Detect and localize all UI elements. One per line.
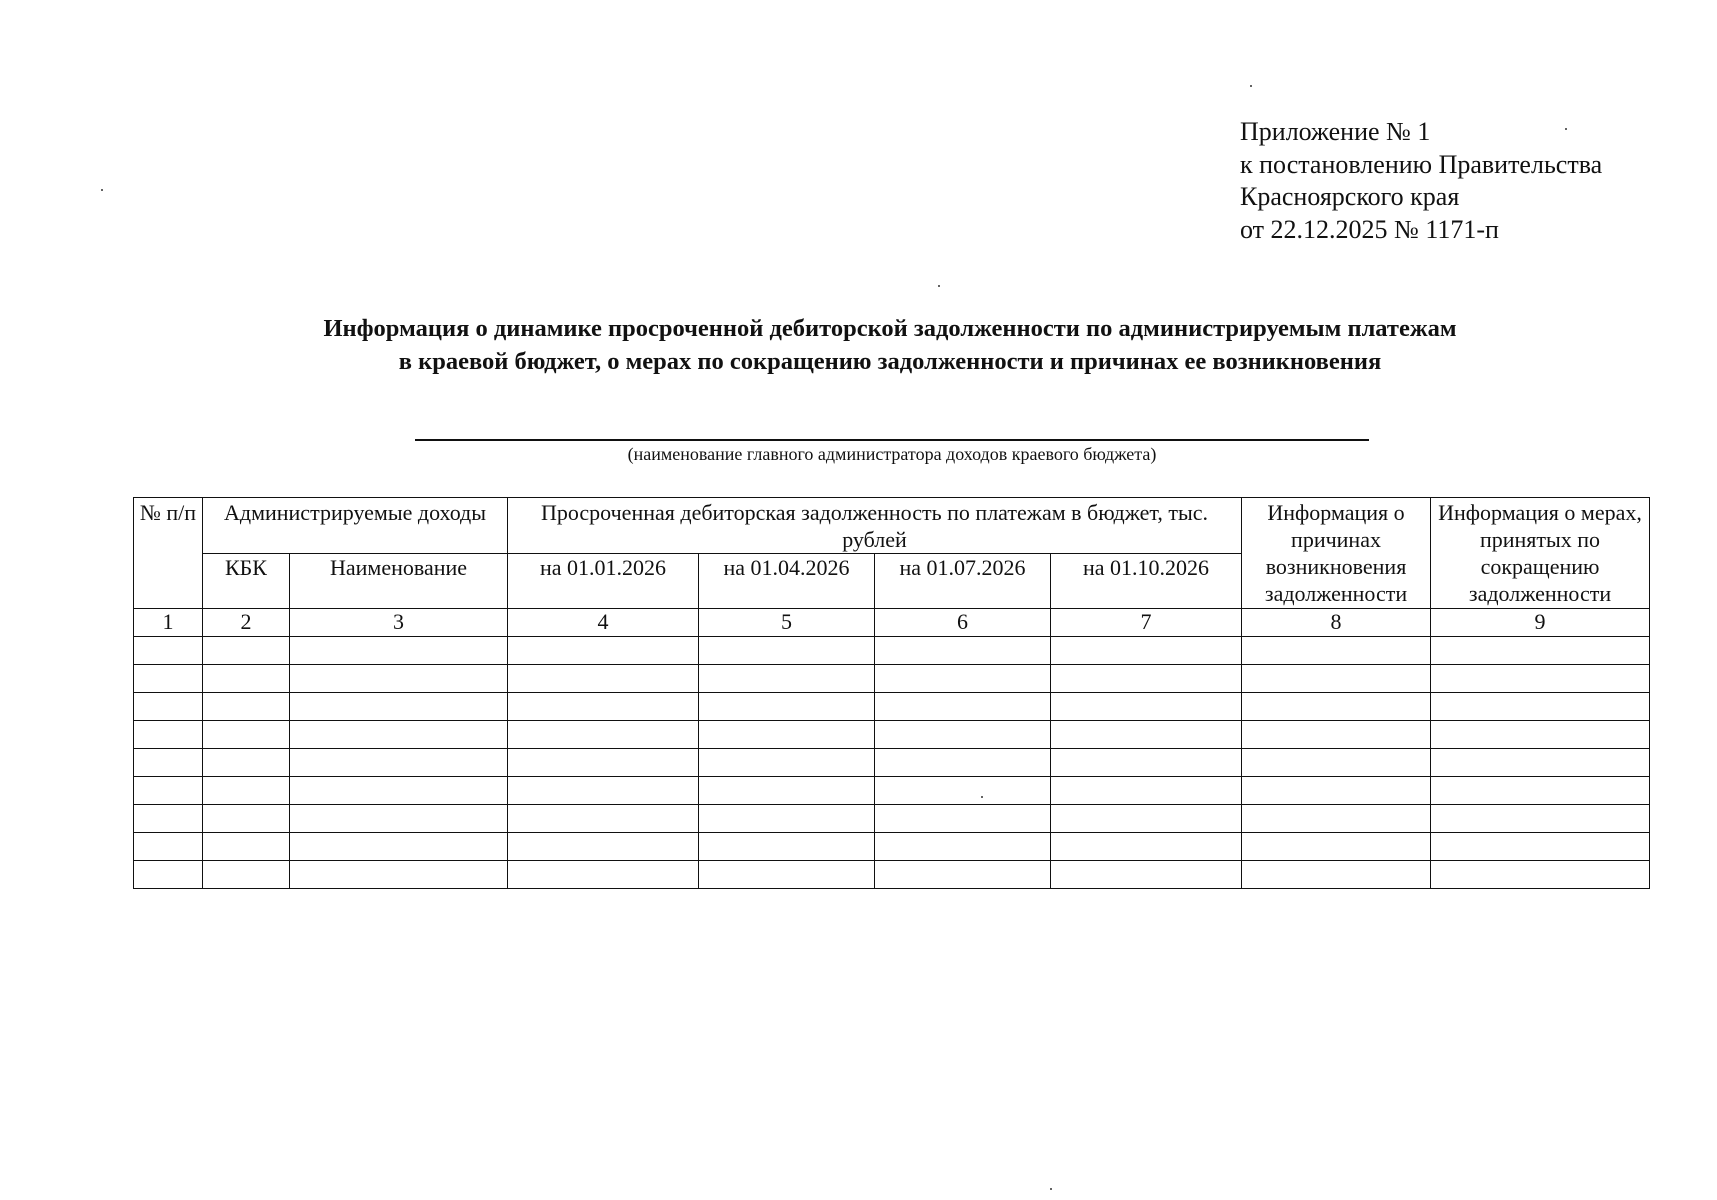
table-cell xyxy=(875,749,1051,777)
header-reasons: Информация о причинах возникновения задолженности xyxy=(1242,498,1431,609)
table-cell xyxy=(1431,833,1650,861)
column-number: 8 xyxy=(1242,609,1431,637)
header-debt: Просроченная дебиторская задолженность по платежам в бюджет, тыс. рублей xyxy=(508,498,1242,554)
header-income: Администрируемые доходы xyxy=(203,498,508,554)
table-cell xyxy=(1051,665,1242,693)
header-date-4: на 01.10.2026 xyxy=(1051,554,1242,609)
table-row xyxy=(134,693,1650,721)
table-cell xyxy=(699,693,875,721)
table-cell xyxy=(1431,665,1650,693)
table-cell xyxy=(290,693,508,721)
table-cell xyxy=(699,721,875,749)
table-cell xyxy=(508,861,699,889)
table-cell xyxy=(875,777,1051,805)
table-cell xyxy=(875,665,1051,693)
column-number: 9 xyxy=(1431,609,1650,637)
table-cell xyxy=(875,861,1051,889)
table-row xyxy=(134,665,1650,693)
table-cell xyxy=(875,637,1051,665)
table-cell xyxy=(1431,749,1650,777)
table-cell xyxy=(290,665,508,693)
table-cell xyxy=(1242,861,1431,889)
table-cell xyxy=(508,721,699,749)
table-cell xyxy=(1051,637,1242,665)
debt-table xyxy=(133,497,1650,889)
table-cell xyxy=(1431,693,1650,721)
table-cell xyxy=(508,777,699,805)
table-cell xyxy=(508,637,699,665)
table-cell xyxy=(290,637,508,665)
table-cell xyxy=(203,693,290,721)
table-cell xyxy=(203,749,290,777)
table-cell xyxy=(1431,805,1650,833)
column-number-row xyxy=(134,609,1650,637)
column-number: 7 xyxy=(1051,609,1242,637)
scan-speck xyxy=(1565,128,1567,130)
table-cell xyxy=(1242,693,1431,721)
column-number: 3 xyxy=(290,609,508,637)
column-number: 1 xyxy=(134,609,203,637)
table-cell xyxy=(1242,749,1431,777)
table-cell xyxy=(508,665,699,693)
table-cell xyxy=(134,637,203,665)
table-cell xyxy=(290,833,508,861)
scan-speck xyxy=(981,796,983,798)
table-cell xyxy=(134,777,203,805)
scan-speck xyxy=(101,189,103,191)
table-cell xyxy=(1431,861,1650,889)
administrator-name-line xyxy=(415,439,1369,441)
table-cell xyxy=(134,833,203,861)
table-cell xyxy=(134,861,203,889)
table-cell xyxy=(134,749,203,777)
title-line-1: Информация о динамике просроченной дебиторской задолженности по администрируемым платежам xyxy=(323,315,1457,342)
table-row xyxy=(134,833,1650,861)
header-date-3: на 01.07.2026 xyxy=(875,554,1051,609)
table-cell xyxy=(134,721,203,749)
table-cell xyxy=(1051,749,1242,777)
table-cell xyxy=(290,805,508,833)
table-cell xyxy=(1431,777,1650,805)
header-date-2: на 01.04.2026 xyxy=(699,554,875,609)
table-row xyxy=(134,721,1650,749)
table-cell xyxy=(134,805,203,833)
scan-speck xyxy=(1250,85,1252,87)
table-cell xyxy=(134,693,203,721)
table-cell xyxy=(699,665,875,693)
table-row xyxy=(134,637,1650,665)
table-cell xyxy=(290,721,508,749)
table-cell xyxy=(699,637,875,665)
header-measures: Информация о мерах, принятых по сокращению задолженности xyxy=(1431,498,1650,609)
table-cell xyxy=(1051,805,1242,833)
table-cell xyxy=(699,749,875,777)
table-cell xyxy=(290,777,508,805)
table-cell xyxy=(508,833,699,861)
table-cell xyxy=(1242,665,1431,693)
header-row-1 xyxy=(134,498,1650,554)
table-cell xyxy=(1242,721,1431,749)
table-cell xyxy=(290,749,508,777)
table-cell xyxy=(1242,637,1431,665)
appendix-line-3: Красноярского края xyxy=(1240,182,1460,211)
table-cell xyxy=(508,749,699,777)
table-cell xyxy=(699,861,875,889)
appendix-line-1: Приложение № 1 xyxy=(1240,117,1431,146)
table-cell xyxy=(699,805,875,833)
header-kbk: КБК xyxy=(203,554,290,609)
column-number: 6 xyxy=(875,609,1051,637)
column-number: 2 xyxy=(203,609,290,637)
table-cell xyxy=(1431,721,1650,749)
table-cell xyxy=(134,665,203,693)
table-cell xyxy=(1242,833,1431,861)
table-cell xyxy=(1242,777,1431,805)
scan-speck xyxy=(1050,1188,1052,1190)
appendix-line-4: от 22.12.2025 № 1171-п xyxy=(1240,214,1499,244)
header-num: № п/п xyxy=(134,498,203,609)
scan-speck xyxy=(938,285,940,287)
appendix-line-2: к постановлению Правительства xyxy=(1240,149,1603,179)
table-cell xyxy=(1051,693,1242,721)
appendix-block xyxy=(1240,116,1602,246)
table-cell xyxy=(875,805,1051,833)
table-row xyxy=(134,861,1650,889)
administrator-caption: (наименование главного администратора доходов краевого бюджета) xyxy=(627,444,1157,464)
title-line-2: в краевой бюджет, о мерах по сокращению задолженности и причинах ее возникновения xyxy=(398,348,1382,375)
table-cell xyxy=(203,777,290,805)
table-cell xyxy=(1051,833,1242,861)
table-cell xyxy=(699,833,875,861)
table-row xyxy=(134,749,1650,777)
table-cell xyxy=(875,833,1051,861)
table-cell xyxy=(290,861,508,889)
table-cell xyxy=(1051,861,1242,889)
table-cell xyxy=(875,721,1051,749)
table-row xyxy=(134,777,1650,805)
table-cell xyxy=(203,861,290,889)
document-title xyxy=(0,312,1717,378)
table-cell xyxy=(203,805,290,833)
table-cell xyxy=(203,637,290,665)
table-cell xyxy=(699,777,875,805)
table-cell xyxy=(1242,805,1431,833)
column-number: 4 xyxy=(508,609,699,637)
table-cell xyxy=(203,721,290,749)
header-name: Наименование xyxy=(290,554,508,609)
table-cell xyxy=(203,833,290,861)
table-cell xyxy=(875,693,1051,721)
table-cell xyxy=(1051,777,1242,805)
table-cell xyxy=(203,665,290,693)
table-cell xyxy=(508,693,699,721)
table-cell xyxy=(1051,721,1242,749)
column-number: 5 xyxy=(699,609,875,637)
table-row xyxy=(134,805,1650,833)
table-cell xyxy=(508,805,699,833)
header-date-1: на 01.01.2026 xyxy=(508,554,699,609)
table-cell xyxy=(1431,637,1650,665)
